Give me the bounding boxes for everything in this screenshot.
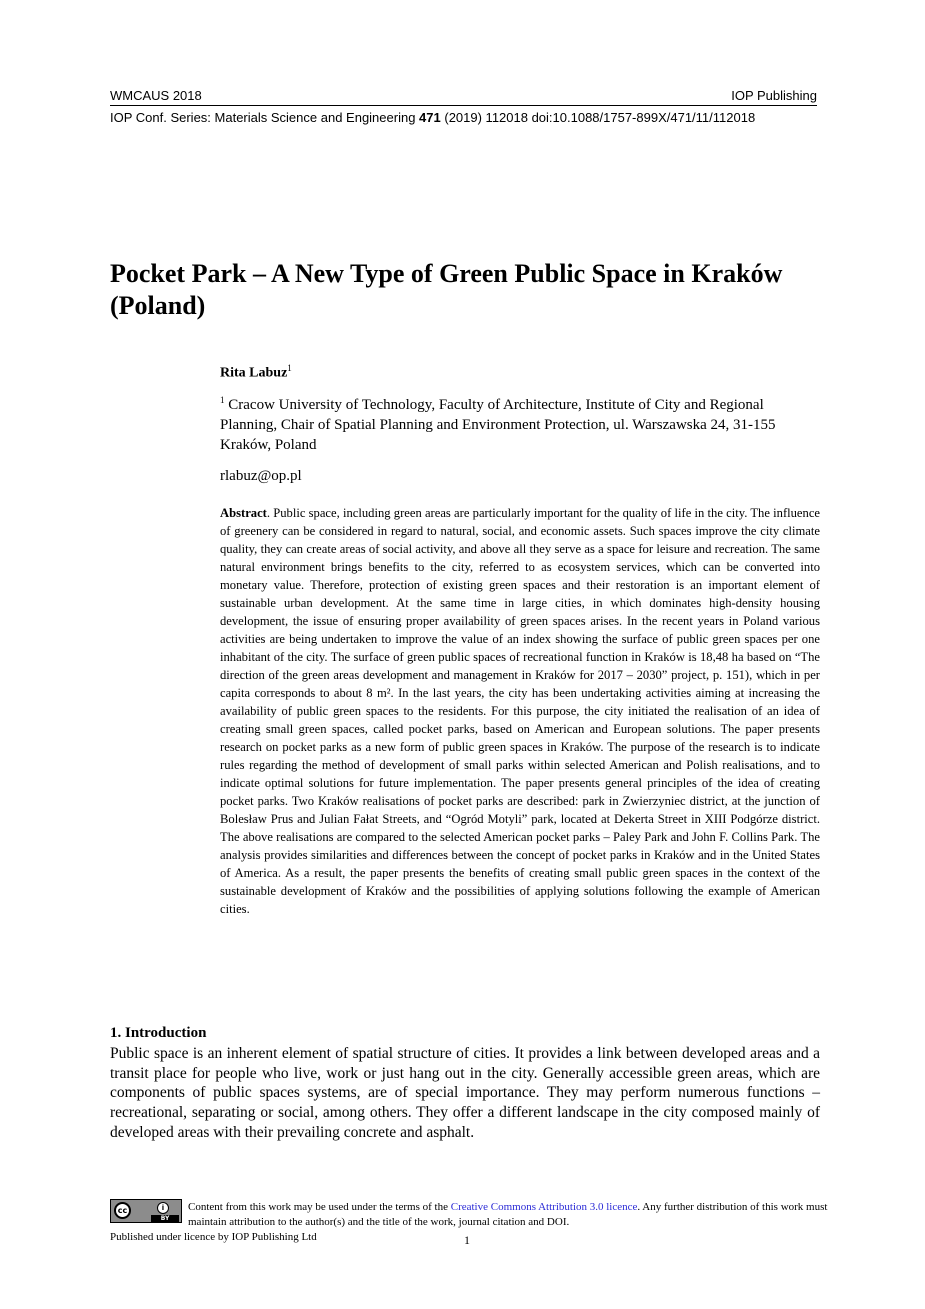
series-suffix: (2019) 112018 doi:10.1088/1757-899X/471/11/112018 [440, 110, 756, 125]
abstract [220, 504, 820, 918]
abstract-label: Abstract [220, 506, 267, 520]
running-header [110, 88, 817, 103]
abstract-text: . Public space, including green areas are particularly important for the quality of life in the city. The influence of greenery can be considered in regard to natural, social, and economic assets. Such spaces improve the city climate quality, they can create areas of social activity, and above all they serve as a space for leisure and recreation. The same natural environment brings benefits to the city, referred to as ecosystem services, which can be converted into monetary value. Therefore, protection of existing green spaces and their restoration is an important element of sustainable urban development. At the same time in large cities, in which dominates high-density housing development, the issue of ensuring proper availability of green spaces arises. In the recent years in Poland various activities are being undertaken to improve the value of an index showing the surface of public green spaces per one inhabitant of the city. The surface of green public spaces of recreational function in Kraków is 18,48 ha based on “The direction of the green areas development and management in Kraków for 2017 – 2030” project, p. 151), which in per capita corresponds to about 8 m². In the last years, the city has been undertaking activities aiming at increasing the availability of public green spaces to the residents. For this purpose, the city initiated the realisation of an idea of creating small green spaces, called pocket parks, based on American and European solutions. The paper presents research on pocket parks as a new form of public green spaces in Kraków. The purpose of the research is to indicate rules regarding the method of development of small parks within selected American and Polish realisations, and to indicate optimal solutions for future implementation. The paper presents general principles of the idea of creating pocket parks. Two Kraków realisations of pocket parks are described: park in Zwierzyniec district, at the junction of Bolesław Prus and Julian Fałat Streets, and “Ogród Motyli” park, located at Dekerta Street in XIII Podgórze district. The above realisations are compared to the selected American pocket parks – Paley Park and John F. Collins Park. The analysis provides similarities and differences between the concept of pocket parks in Kraków and in the United States of America. As a result, the paper presents the benefits of creating small public green spaces in the context of the sustainable development of Kraków and the possibilities of applying solutions following the example of American cities. [220, 506, 820, 916]
licence-notice [188, 1200, 828, 1230]
cc-icon: cc [114, 1202, 131, 1219]
section-heading: 1. Introduction [110, 1025, 207, 1041]
publisher-name: IOP Publishing [731, 88, 817, 103]
volume-number: 471 [419, 110, 441, 125]
author-name [220, 363, 292, 382]
published-notice: Published under licence by IOP Publishing Ltd [110, 1231, 317, 1243]
affiliation-superscript: 1 [220, 395, 225, 405]
page-number: 1 [464, 1233, 470, 1247]
introduction-body: Public space is an inherent element of spatial structure of cities. It provides a link between developed areas and a transit place for people who live, work or just hang out in the city. Generally accessible green areas, which are components of public spaces systems, are of special importance. They may perform numerous functions – recreational, separating or social, among others. They offer a different landscape in the city composed mainly of developed areas with their prevailing concrete and asphalt. [110, 1045, 820, 1141]
series-prefix: IOP Conf. Series: Materials Science and Engineering [110, 110, 420, 125]
licence-link[interactable]: Creative Commons Attribution 3.0 licence [450, 1201, 638, 1213]
attribution-person-icon: i [157, 1202, 169, 1214]
conference-name: WMCAUS 2018 [110, 88, 202, 103]
licence-suffix: . Any further distribution of this work must maintain attribution to the author(s) and the title of the work, journal citation and DOI. [188, 1201, 828, 1228]
licence-prefix: Content from this work may be used under the terms of the [188, 1201, 451, 1213]
paper-title: Pocket Park – A New Type of Green Public Space in Kraków (Poland) [110, 259, 783, 320]
cc-by-badge[interactable] [110, 1199, 182, 1223]
author-email[interactable]: rlabuz@op.pl [220, 468, 302, 484]
by-icon: BY [151, 1215, 179, 1222]
author-superscript: 1 [287, 363, 292, 373]
author-text: Rita Labuz [220, 365, 288, 381]
header-rule [110, 105, 817, 106]
affiliation [220, 390, 820, 455]
series-line [110, 110, 817, 125]
affiliation-text: Cracow University of Technology, Faculty of Architecture, Institute of City and Regional Planning, Chair of Spatial Planning and Environment Protection, ul. Warszawska 24, 31-155 Kraków, Poland [220, 397, 776, 453]
